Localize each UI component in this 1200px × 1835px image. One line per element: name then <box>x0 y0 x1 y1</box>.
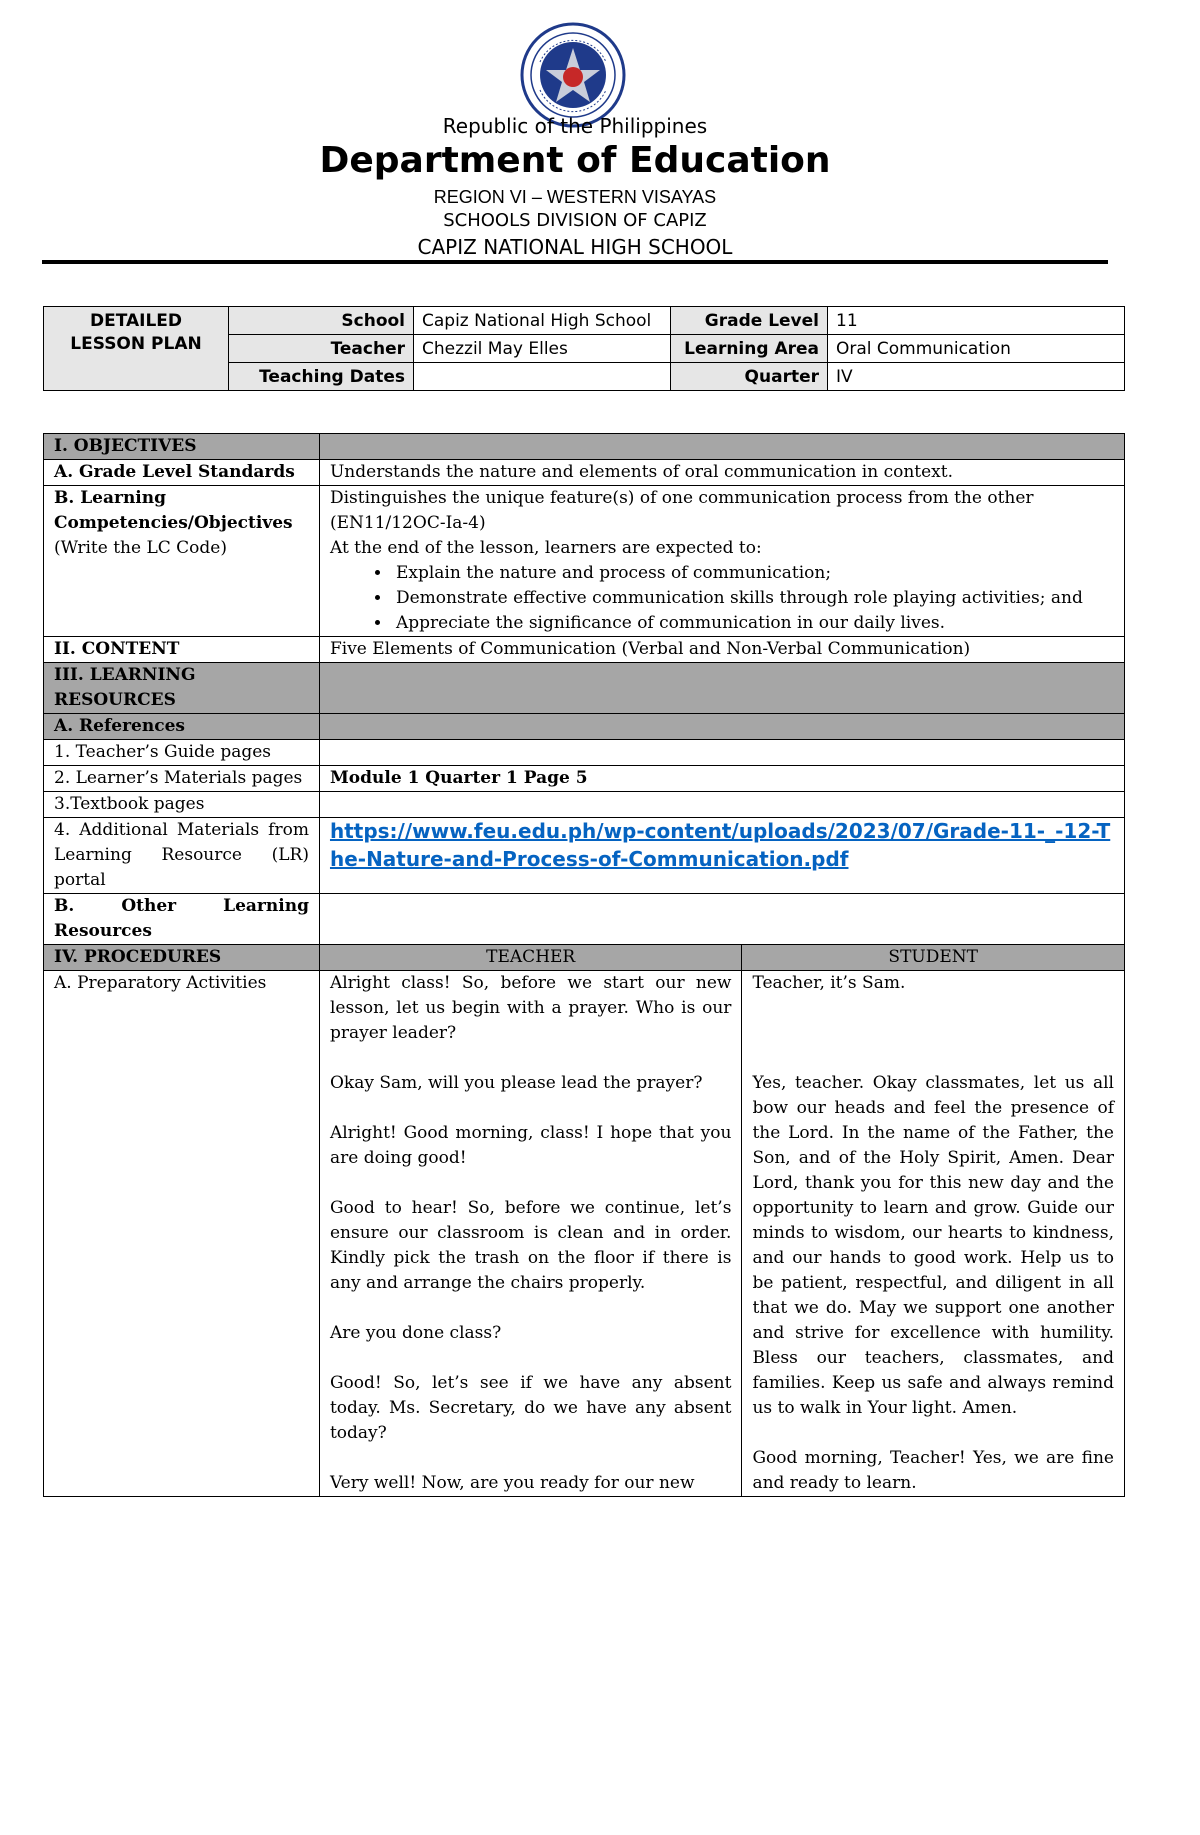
references-heading: A. References <box>44 714 320 740</box>
objectives-intro: At the end of the lesson, learners are expected to: <box>329 538 762 558</box>
objectives-heading-fill <box>319 434 1124 460</box>
teacher-line: Alright! Good morning, class! I hope that you are doing good! <box>329 1123 732 1168</box>
quarter-value: IV <box>828 363 1125 391</box>
tg-pages-label: 1. Teacher’s Guide pages <box>44 740 320 766</box>
teacher-line: Good to hear! So, before we continue, let’s ensure our classroom is clean and in order. Kindly pick the trash on the floor if there is any and arrange the chairs properly. <box>329 1198 732 1293</box>
learning-area-label: Learning Area <box>671 335 828 363</box>
textbook-pages-label: 3.Textbook pages <box>44 792 320 818</box>
teacher-line: Okay Sam, will you please lead the prayer? <box>329 1073 703 1093</box>
standards-value: Understands the nature and elements of oral communication in context. <box>319 460 1124 486</box>
additional-materials-cell <box>319 818 1124 894</box>
dlp-title: DETAILED LESSON PLAN <box>44 307 229 391</box>
teacher-value: Chezzil May Elles <box>414 335 671 363</box>
school-heading: CAPIZ NATIONAL HIGH SCHOOL <box>417 235 733 259</box>
standards-label: A. Grade Level Standards <box>44 460 320 486</box>
teacher-line: Alright class! So, before we start our new lesson, let us begin with a prayer. Who is our prayer leader? <box>329 973 732 1043</box>
grade-level-label: Grade Level <box>671 307 828 335</box>
teacher-line: Are you done class? <box>329 1323 502 1343</box>
competencies-label: B. Learning Competencies/Objectives <box>54 488 293 533</box>
lm-pages-label: 2. Learner’s Materials pages <box>44 766 320 792</box>
content-value: Five Elements of Communication (Verbal and Non-Verbal Communication) <box>319 637 1124 663</box>
competencies-note: (Write the LC Code) <box>54 538 227 558</box>
grade-level-value: 11 <box>828 307 1125 335</box>
resources-heading-fill <box>319 663 1124 714</box>
deped-seal-icon <box>520 22 626 128</box>
school-value: Capiz National High School <box>414 307 671 335</box>
lesson-info-table <box>43 306 1125 391</box>
student-line: Teacher, it’s Sam. <box>752 973 906 993</box>
teaching-dates-value <box>414 363 671 391</box>
preparatory-activities-label: A. Preparatory Activities <box>44 971 320 1497</box>
region-heading: REGION VI – WESTERN VISAYAS <box>433 187 717 207</box>
tg-pages-value <box>319 740 1124 766</box>
competencies-content <box>319 486 1124 637</box>
division-heading: SCHOOLS DIVISION OF CAPIZ <box>443 210 707 231</box>
procedures-heading: IV. PROCEDURES <box>44 945 320 971</box>
teacher-column-header: TEACHER <box>319 945 741 971</box>
teacher-line: Good! So, let’s see if we have any absent today. Ms. Secretary, do we have any absent today? <box>329 1373 732 1443</box>
student-line: Yes, teacher. Okay classmates, let us all bow our heads and feel the presence of the Lord. In the name of the Father, the Son, and of the Holy Spirit, Amen. Dear Lord, thank you for this new day and the opportunity to learn and grow. Guide our minds to wisdom, our hearts to kindness, and our hands to good work. Help us to be patient, respectful, and diligent in all that we do. May we support one another and strive for excellence with humility. Bless our teachers, classmates, and families. Keep us safe and always remind us to walk in Your light. Amen. <box>752 1073 1114 1418</box>
student-column-header: STUDENT <box>742 945 1125 971</box>
lesson-plan-table <box>43 433 1125 1497</box>
header-divider <box>42 260 1108 264</box>
additional-materials-label: 4. Additional Materials from Learning Resource (LR) portal <box>44 818 320 894</box>
references-heading-fill <box>319 714 1124 740</box>
student-dialogue <box>742 971 1125 1497</box>
objectives-list <box>330 561 1114 636</box>
department-heading: Department of Education <box>319 140 831 181</box>
list-item: • Appreciate the significance of communication in our daily lives. <box>392 611 1114 636</box>
learning-area-value: Oral Communication <box>828 335 1125 363</box>
other-resources-label: B. Other Learning Resources <box>44 894 320 945</box>
teacher-line: Very well! Now, are you ready for our new <box>329 1473 695 1493</box>
teacher-dialogue <box>319 971 741 1497</box>
list-item: • Demonstrate effective communication skills through role playing activities; and <box>392 586 1114 611</box>
content-label: II. CONTENT <box>44 637 320 663</box>
republic-heading: Republic of the Philippines <box>442 114 708 138</box>
list-item: • Explain the nature and process of communication; <box>392 561 1114 586</box>
textbook-pages-value <box>319 792 1124 818</box>
quarter-label: Quarter <box>671 363 828 391</box>
lr-portal-link[interactable]: https://www.feu.edu.ph/wp-content/uploads/2023/07/Grade-11-_-12-The-Nature-and-Process-of-Communication.pdf <box>329 819 1111 871</box>
objectives-heading: I. OBJECTIVES <box>44 434 320 460</box>
other-resources-value <box>319 894 1124 945</box>
resources-heading: III. LEARNING RESOURCES <box>44 663 320 714</box>
lm-pages-value: Module 1 Quarter 1 Page 5 <box>319 766 1124 792</box>
teacher-label: Teacher <box>229 335 414 363</box>
school-label: School <box>229 307 414 335</box>
teaching-dates-label: Teaching Dates <box>229 363 414 391</box>
competencies-cell <box>44 486 320 637</box>
competencies-value: Distinguishes the unique feature(s) of one communication process from the other (EN11/12OC-Ia-4) <box>329 488 1034 533</box>
student-line: Good morning, Teacher! Yes, we are fine and ready to learn. <box>752 1448 1114 1493</box>
